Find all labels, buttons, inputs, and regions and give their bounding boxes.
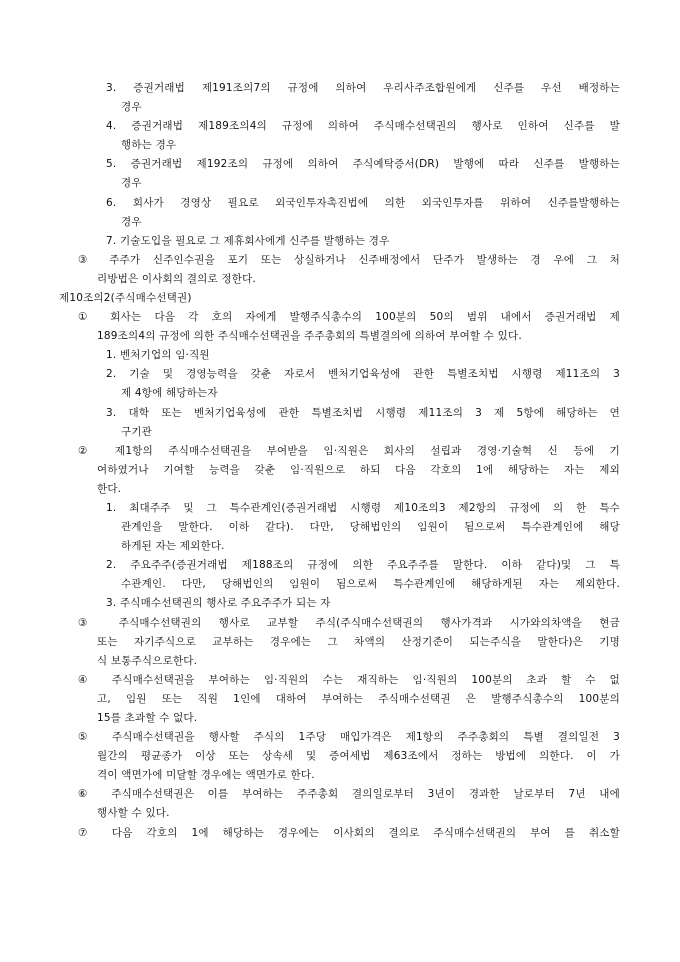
text-line: ⑤ 주식매수선택권을 행사할 주식의 1주당 매입가격은 제1항의 주주총회의 특별 결의일전 3 [78, 731, 620, 743]
text-line: 3. 증권거래법 제191조의7의 규정에 의하여 우리사주조합원에게 신주를 우선 배정하는 [106, 82, 620, 94]
text-line: 리방법은 이사회의 결의로 정한다. [97, 273, 256, 285]
text-line: 4. 증권거래법 제189조의4의 규정에 의하여 주식매수선택권의 행사로 인하여 신주를 발 [106, 120, 620, 132]
text-line: ③ 주식매수선택권의 행사로 교부할 주식(주식매수선택권의 행사가격과 시가와의차액을 현금 [78, 617, 620, 629]
text-line: 행하는 경우 [121, 139, 177, 151]
text-line: 경우 [121, 101, 142, 113]
text-line: ③ 주주가 신주인수권을 포기 또는 상실하거나 신주배정에서 단주가 발생하는 경 우에 그 처 [78, 254, 620, 266]
text-line: 수관계인. 다만, 당해법인의 임원이 됨으로써 특수관계인에 해당하게된 자는 제외한다. [121, 578, 620, 590]
text-line: 한다. [97, 483, 122, 495]
text-line: 2. 주요주주(증권거래법 제188조의 규정에 의한 주요주주를 말한다. 이하 같다)및 그 특 [106, 559, 620, 571]
text-line: 월간의 평균종가 이상 또는 상속세 및 증여세법 제63조에서 정하는 방법에 의한다. 이 가 [97, 750, 620, 762]
article-heading: 제10조의2(주식매수선택권) [59, 292, 192, 304]
text-line: ⑦ 다음 각호의 1에 해당하는 경우에는 이사회의 결의로 주식매수선택권의 부여 를 취소할 [78, 827, 620, 839]
text-line: 15를 초과할 수 없다. [97, 712, 198, 724]
text-line: 하게된 자는 제외한다. [121, 540, 225, 552]
text-line: 구기관 [121, 426, 153, 438]
text-line: 2. 기술 및 경영능력을 갖춘 자로서 벤처기업육성에 관한 특별조치법 시행령 제11조의 3 [106, 368, 620, 380]
text-line: 경우 [121, 177, 142, 189]
text-line: 7. 기술도입을 필요로 그 제휴회사에게 신주를 발행하는 경우 [106, 235, 390, 247]
text-line: 또는 자기주식으로 교부하는 경우에는 그 차액의 산정기준이 되는주식을 말한다)은 기명 [97, 636, 620, 648]
text-line: 6. 회사가 경영상 필요로 외국인투자촉진법에 의한 외국인투자를 위하여 신주를발행하는 [106, 197, 620, 209]
text-line: 1. 최대주주 및 그 특수관계인(증권거래법 시행령 제10조의3 제2항의 규정에 의 한 특수 [106, 502, 620, 514]
text-line: 관계인을 말한다. 이하 같다). 다만, 당해법인의 임원이 됨으로써 특수관계인에 해당 [121, 521, 620, 533]
text-line: 격이 액면가에 미달할 경우에는 액면가로 한다. [97, 769, 315, 781]
text-line: ① 회사는 다음 각 호의 자에게 발행주식총수의 100분의 50의 범위 내에서 증권거래법 제 [78, 311, 620, 323]
text-line: ⑥ 주식매수선택권은 이를 부여하는 주주총회 결의일로부터 3년이 경과한 날로부터 7년 내에 [78, 788, 620, 800]
text-line: 1. 벤처기업의 임·직원 [106, 349, 210, 361]
text-line: 행사할 수 있다. [97, 807, 170, 819]
text-line: ② 제1항의 주식매수선택권을 부여받을 임·직원은 회사의 설립과 경영·기술혁 신 등에 기 [78, 445, 620, 457]
text-line: 3. 대학 또는 벤처기업육성에 관한 특별조치법 시행령 제11조의 3 제 5항에 해당하는 연 [106, 407, 620, 419]
text-line: 식 보통주식으로한다. [97, 655, 198, 667]
text-line: 여하였거나 기여할 능력을 갖춘 임·직원으로 하되 다음 각호의 1에 해당하는 자는 제외 [97, 464, 620, 476]
text-line: 3. 주식매수선택권의 행사로 주요주주가 되는 자 [106, 597, 331, 609]
text-line: ④ 주식매수선택권을 부여하는 임·직원의 수는 재직하는 임·직원의 100분의 초과 할 수 없 [78, 674, 620, 686]
text-line: 5. 증권거래법 제192조의 규정에 의하여 주식예탁증서(DR) 발행에 따라 신주를 발행하는 [106, 158, 620, 170]
text-line: 189조의4의 규정에 의한 주식매수선택권을 주주총회의 특별결의에 의하여 부여할 수 있다. [97, 330, 522, 342]
text-line: 경우 [121, 216, 142, 228]
text-line: 고, 임원 또는 직원 1인에 대하여 부여하는 주식매수선택권 은 발행주식총수의 100분의 [97, 693, 620, 705]
text-line: 제 4항에 해당하는자 [121, 387, 218, 399]
